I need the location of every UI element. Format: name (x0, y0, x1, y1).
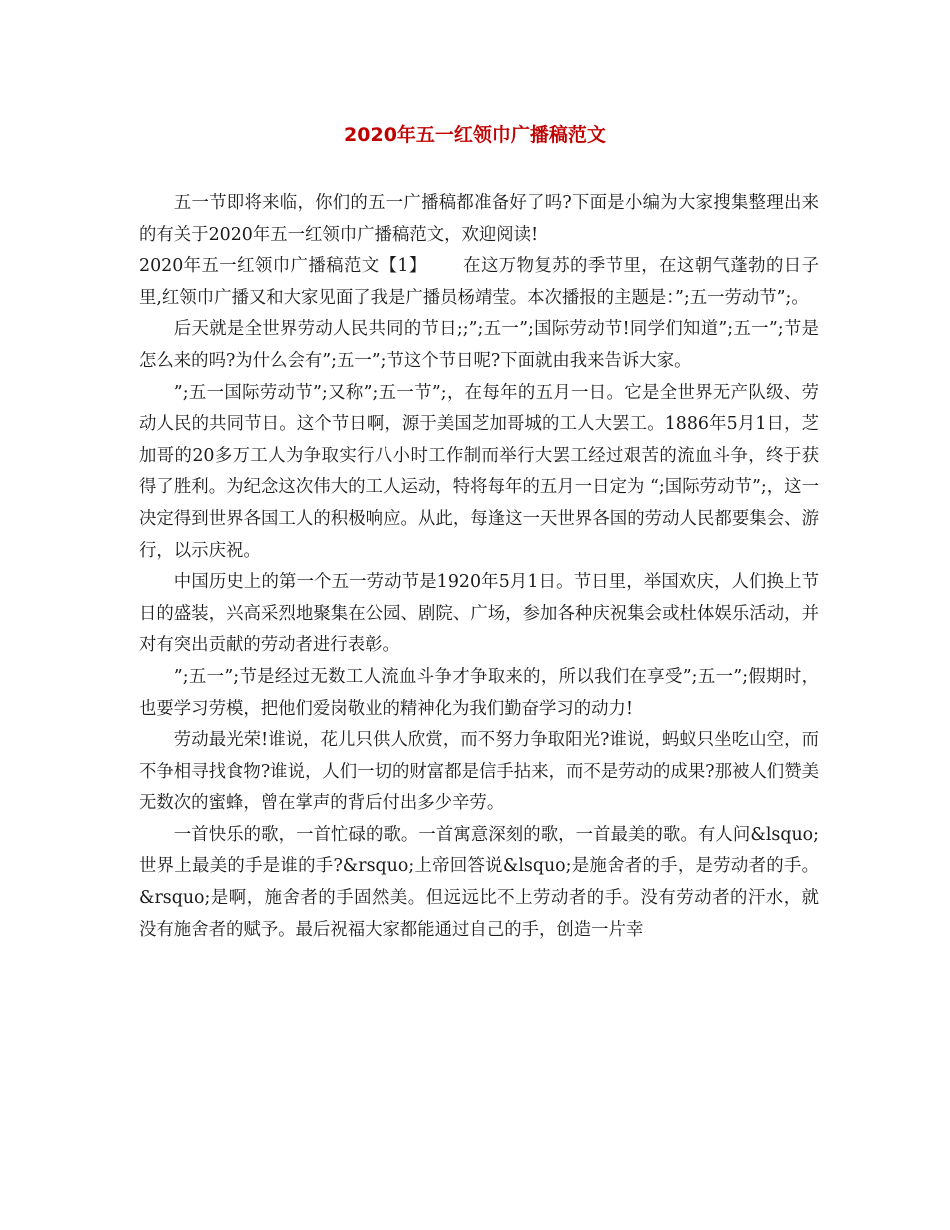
section-heading: 2020年五一红领巾广播稿范文【1】 (139, 256, 427, 277)
section-text: 在这万物复苏的季节里，在这朝气蓬勃的日子里,红领巾广播又和大家见面了我是广播员杨靖莹。本次播报的主题是：”;五一劳动节”;。 (139, 256, 819, 308)
document-title: 2020年五一红领巾广播稿范文 (344, 124, 606, 146)
body-paragraph: ”;五一国际劳动节”;又称”;五一节”;，在每年的五月一日。它是全世界无产队级、劳动人民的共同节日。这个节日啊，源于美国芝加哥城的工人大罢工。1886年5月1日，芝加哥的20多万工人为争取实行八小时工作制而举行大罢工经过艰苦的流血斗争，终于获得了胜利。为纪念这次伟大的工人运动，特将每年的五月一日定为 “;国际劳动节”;，这一决定得到世界各国工人的积极响应。从此，每逢这一天世界各国的劳动人民都要集会、游行，以示庆祝。 (139, 382, 819, 561)
body-paragraph: ”;五一”;节是经过无数工人流血斗争才争取来的，所以我们在享受”;五一”;假期时，也要学习劳模，把他们爱岗敬业的精神化为我们勤奋学习的动力! (139, 666, 819, 719)
document-body (139, 188, 819, 946)
intro-paragraph: 五一节即将来临，你们的五一广播稿都准备好了吗?下面是小编为大家搜集整理出来的有关于2020年五一红领巾广播稿范文，欢迎阅读! (139, 193, 819, 245)
body-paragraph: 后天就是全世界劳动人民共同的节日;;”;五一”;国际劳动节!同学们知道”;五一”;节是怎么来的吗?为什么会有”;五一”;节这个节日呢?下面就由我来告诉大家。 (139, 319, 819, 371)
section-paragraph (139, 251, 819, 314)
body-paragraph: 一首快乐的歌，一首忙碌的歌。一首寓意深刻的歌，一首最美的歌。有人问&lsquo;世界上最美的手是谁的手?&rsquo;上帝回答说&lsquo;是施舍者的手，是劳动者的手。&rsquo;是啊，施舍者的手固然美。但远远比不上劳动者的手。没有劳动者的汗水，就没有施舍者的赋予。最后祝福大家都能通过自己的手，创造一片幸 (139, 824, 819, 940)
body-paragraph: 劳动最光荣!谁说，花儿只供人欣赏，而不努力争取阳光?谁说，蚂蚁只坐吃山空，而不争相寻找食物?谁说，人们一切的财富都是信手拈来，而不是劳动的成果?那被人们赞美无数次的蜜蜂，曾在掌声的背后付出多少辛劳。 (139, 730, 819, 814)
body-paragraph: 中国历史上的第一个五一劳动节是1920年5月1日。节日里，举国欢庆，人们换上节日的盛装，兴高采烈地聚集在公园、剧院、广场，参加各种庆祝集会或杜体娱乐活动，并对有突出贡献的劳动者进行表彰。 (139, 572, 819, 656)
